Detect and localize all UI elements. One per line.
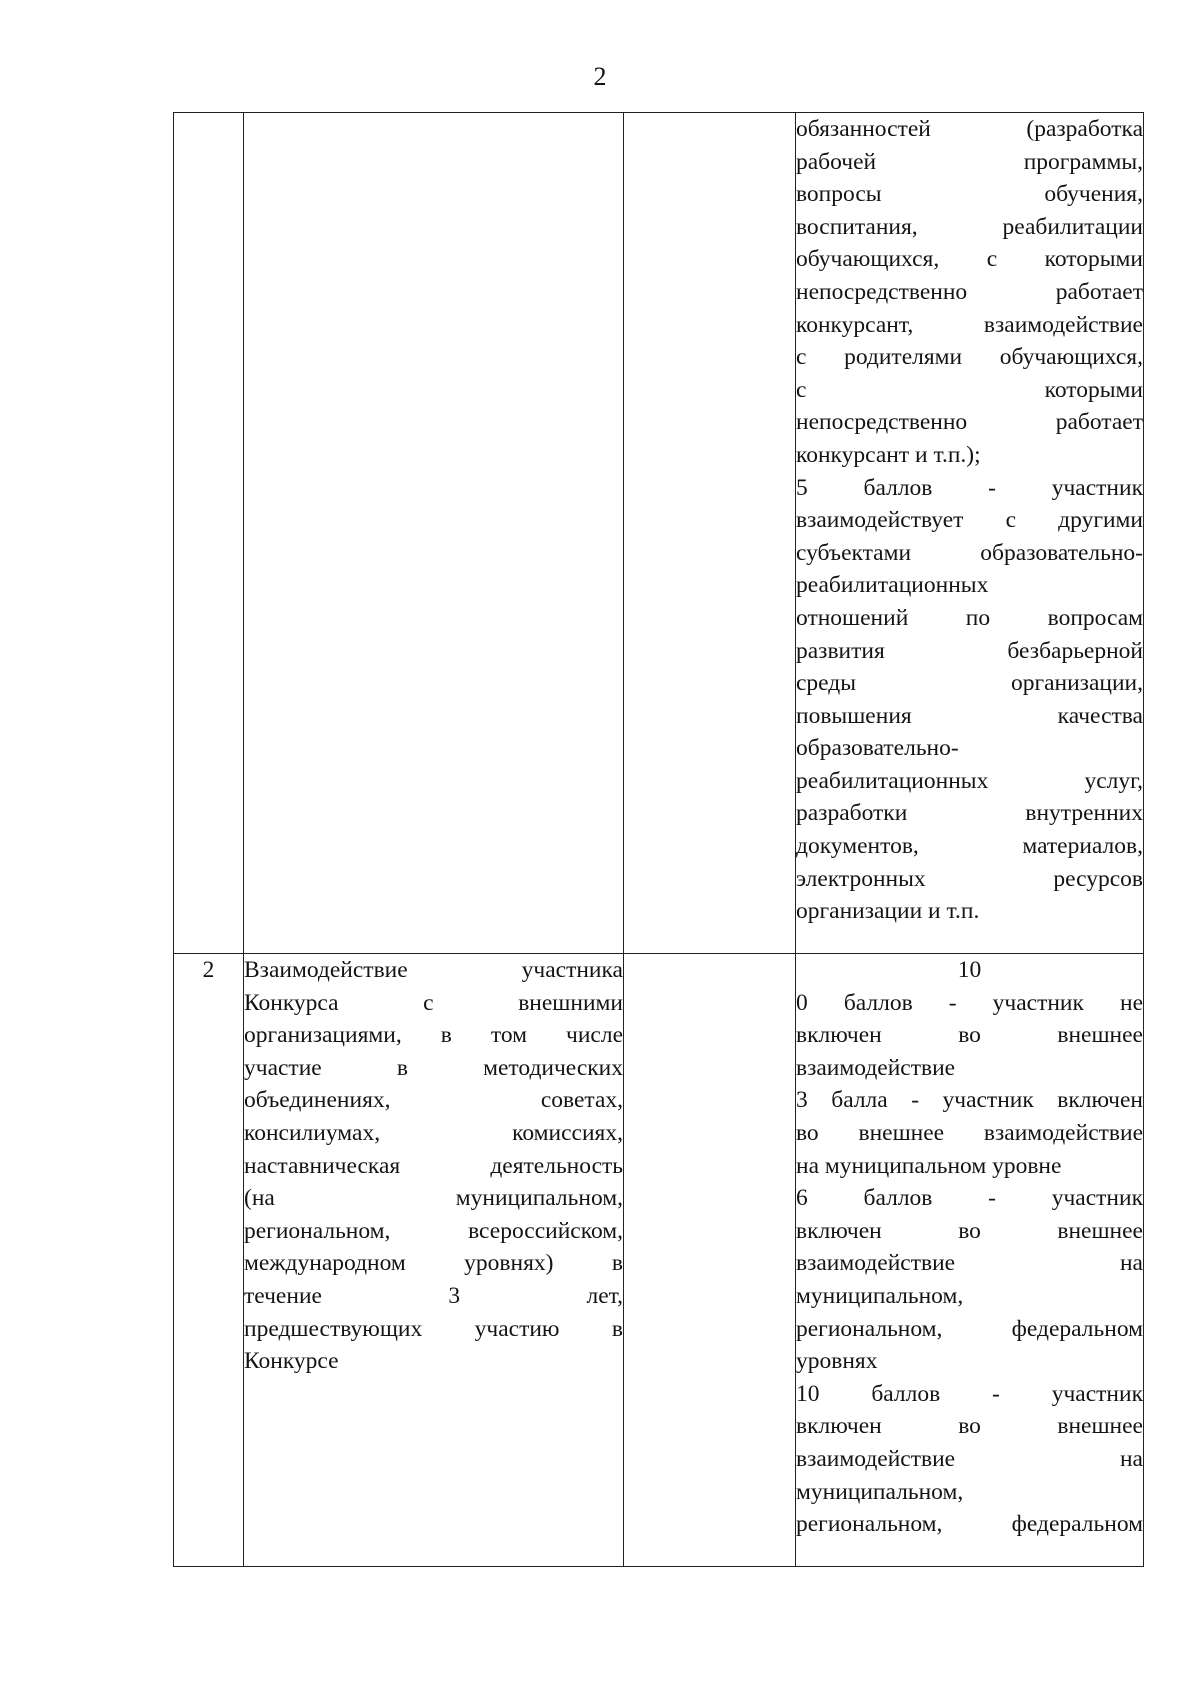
- text-line: повышения качества: [796, 702, 1143, 729]
- text-line: взаимодействует с другими: [796, 507, 1143, 534]
- text-line: конкурсант и т.п.);: [796, 441, 981, 468]
- text-line: включен во внешнее: [796, 1413, 1143, 1440]
- text-line: электронных ресурсов: [796, 865, 1143, 892]
- page-number: 2: [593, 62, 607, 91]
- text-line: 10: [957, 957, 982, 983]
- criterion-description-cell: [244, 113, 624, 954]
- text-line: взаимодействие: [796, 1054, 956, 1081]
- text-line: обязанностей (разработка: [796, 116, 1143, 142]
- text-line: наставническая деятельность: [244, 1152, 623, 1179]
- text-line: региональном, федеральном: [796, 1315, 1143, 1342]
- text-line: Конкурсе: [244, 1348, 339, 1375]
- text-line: объединениях, советах,: [244, 1087, 623, 1114]
- text-line: уровнях: [796, 1348, 878, 1375]
- scoring-cell: [796, 113, 1144, 954]
- text-line: с которыми: [796, 376, 1143, 403]
- text-line: организациями, в том числе: [244, 1022, 623, 1049]
- text-line: региональном, федеральном: [796, 1511, 1143, 1538]
- text-line: с родителями обучающихся,: [796, 344, 1143, 371]
- text-line: Конкурса с внешними: [244, 989, 623, 1016]
- text-line: субъектами образовательно-: [796, 539, 1143, 566]
- text-line: взаимодействие на: [796, 1445, 1143, 1472]
- text-line: Взаимодействие участника: [244, 957, 623, 983]
- text-line: 0 баллов - участник не: [796, 989, 1143, 1016]
- table-row: [174, 113, 1144, 954]
- text-line: реабилитационных услуг,: [796, 767, 1143, 794]
- text-line: непосредственно работает: [796, 409, 1143, 436]
- text-line: 10 баллов - участник: [796, 1380, 1143, 1407]
- criterion-description-cell: [244, 954, 624, 1567]
- text-line: вопросы обучения,: [796, 181, 1143, 208]
- text-line: предшествующих участию в: [244, 1315, 623, 1342]
- text-line: 3 балла - участник включен: [796, 1087, 1143, 1114]
- text-line: муниципальном,: [796, 1282, 964, 1309]
- text-line: конкурсант, взаимодействие: [796, 311, 1143, 338]
- text-line: разработки внутренних: [796, 800, 1143, 827]
- table-row: [174, 954, 1144, 1567]
- text-line: муниципальном,: [796, 1478, 964, 1505]
- indicator-cell: [624, 113, 796, 954]
- text-line: 6 баллов - участник: [796, 1185, 1143, 1212]
- text-line: непосредственно работает: [796, 278, 1143, 305]
- text-line: включен во внешнее: [796, 1022, 1143, 1049]
- text-line: развития безбарьерной: [796, 637, 1143, 664]
- text-line: консилиумах, комиссиях,: [244, 1119, 623, 1146]
- text-line: документов, материалов,: [796, 833, 1143, 860]
- row-number-cell: 2: [174, 954, 244, 1567]
- text-line: во внешнее взаимодействие: [796, 1119, 1143, 1146]
- text-line: взаимодействие на: [796, 1250, 1143, 1277]
- text-line: реабилитационных: [796, 572, 989, 599]
- text-line: воспитания, реабилитации: [796, 213, 1143, 240]
- text-line: образовательно-: [796, 735, 959, 762]
- text-line: 5 баллов - участник: [796, 474, 1143, 501]
- scoring-cell: [796, 954, 1144, 1567]
- row-number-cell: [174, 113, 244, 954]
- text-line: рабочей программы,: [796, 148, 1143, 175]
- text-line: на муниципальном уровне: [796, 1152, 1062, 1179]
- text-line: участие в методических: [244, 1054, 623, 1081]
- text-line: (на муниципальном,: [244, 1185, 623, 1212]
- text-line: международном уровнях) в: [244, 1250, 623, 1277]
- text-line: региональном, всероссийском,: [244, 1217, 623, 1244]
- text-line: среды организации,: [796, 670, 1143, 697]
- criteria-table: [173, 112, 1144, 1567]
- indicator-cell: [624, 954, 796, 1567]
- text-line: включен во внешнее: [796, 1217, 1143, 1244]
- text-line: обучающихся, с которыми: [796, 246, 1143, 273]
- text-line: течение 3 лет,: [244, 1282, 623, 1309]
- text-line: организации и т.п.: [796, 898, 980, 925]
- text-line: отношений по вопросам: [796, 604, 1143, 631]
